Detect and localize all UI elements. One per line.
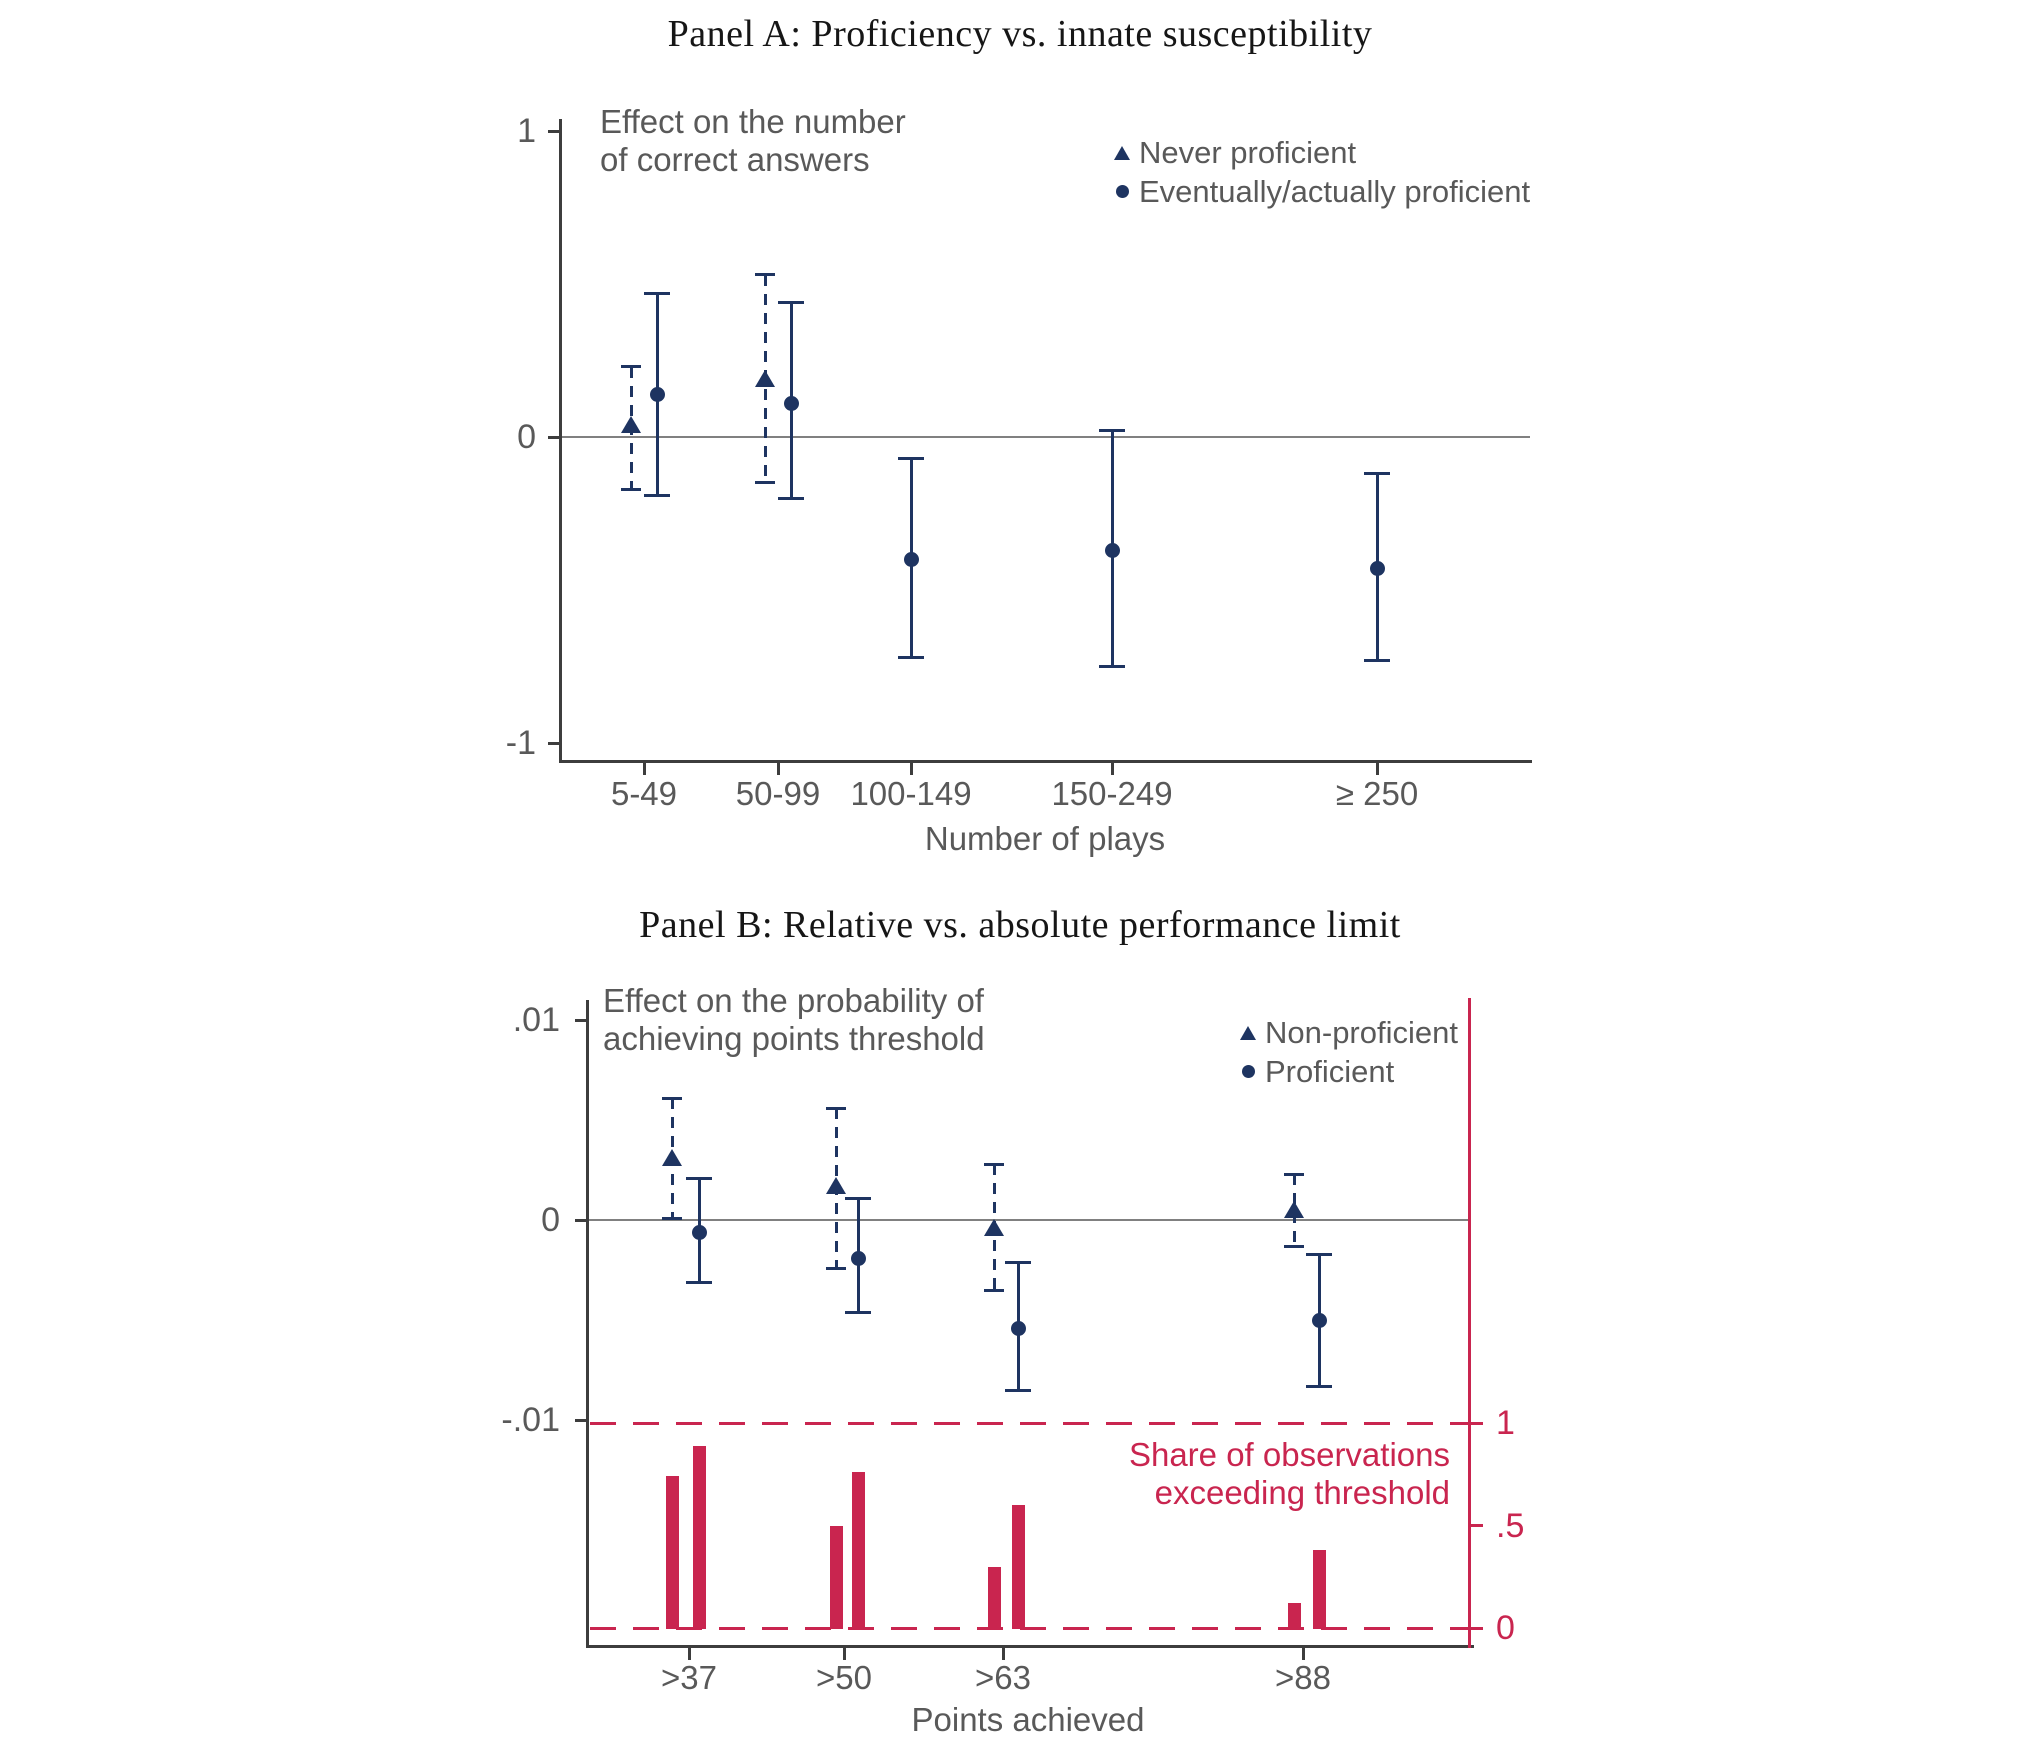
panel-a-x-tick-5-49 — [643, 763, 646, 776]
panel-a-y-axis-annotation — [600, 103, 906, 179]
panel-b-y-tick-01 — [575, 1019, 587, 1022]
panel-a-errorbar-never-proficient-5-49-cap-top — [621, 365, 641, 368]
panel-a-errorbar-never-proficient-5-49-marker-triangle — [621, 416, 641, 433]
panel-b-y-tick-01 — [575, 1419, 587, 1422]
share-axis-tick-5 — [1469, 1524, 1483, 1527]
panel-a-errorbar-eventually-actually-proficient-100-149-cap-top — [898, 457, 924, 460]
share-bar-proficient-37 — [693, 1446, 706, 1629]
legend-item-eventually-proficient — [1105, 172, 1530, 211]
share-annotation-line1: Share of observations — [1128, 1436, 1450, 1473]
panel-b-errorbar-non-proficient-63-cap-bottom — [984, 1289, 1004, 1292]
panel-b-errorbar-proficient-88-cap-top — [1306, 1253, 1332, 1256]
panel-b-category-label-88: >88 — [1275, 1659, 1331, 1696]
panel-b-errorbar-non-proficient-37-cap-top — [662, 1097, 682, 1100]
panel-a-errorbar-eventually-actually-proficient-250-marker-circle — [1370, 561, 1385, 576]
panel-a-y-tick-label-0: 0 — [517, 418, 536, 456]
share-bar-non-proficient-88 — [1288, 1603, 1301, 1629]
panel-a-y-tick-0 — [548, 436, 560, 439]
panel-a-errorbar-never-proficient-50-99-cap-bottom — [755, 481, 775, 484]
share-axis-line — [1468, 998, 1471, 1648]
panel-a-errorbar-eventually-actually-proficient-250-cap-top — [1364, 472, 1390, 475]
legend-label: Never proficient — [1139, 134, 1357, 170]
legend-item-never-proficient — [1105, 133, 1530, 172]
panel-a-y-tick-label-1: 1 — [517, 112, 536, 150]
panel-b-errorbar-proficient-88-cap-bottom — [1306, 1385, 1332, 1388]
share-bar-non-proficient-50 — [830, 1526, 843, 1630]
panel-a-errorbar-eventually-actually-proficient-5-49-cap-bottom — [644, 494, 670, 497]
panel-b-errorbar-proficient-37-cap-bottom — [686, 1281, 712, 1284]
panel-a-x-tick-100-149 — [910, 763, 913, 776]
panel-a-y-tick-1 — [548, 130, 560, 133]
share-bar-proficient-88 — [1313, 1550, 1326, 1629]
share-bar-proficient-50 — [852, 1472, 865, 1629]
share-axis-tick-label-5: .5 — [1496, 1506, 1525, 1545]
panel-b-zero-line — [589, 1219, 1470, 1221]
panel-a-category-label-5-49: 5-49 — [610, 775, 678, 812]
panel-a-category-label-100-149: 100-149 — [850, 775, 972, 812]
legend-item-non-proficient — [1231, 1013, 1458, 1052]
panel-b-errorbar-non-proficient-50-marker-triangle — [826, 1177, 846, 1194]
panel-a-x-tick-150-249 — [1111, 763, 1114, 776]
panel-b-errorbar-non-proficient-50-cap-top — [826, 1107, 846, 1110]
panel-b-errorbar-non-proficient-63-marker-triangle — [984, 1219, 1004, 1236]
share-axis-tick-0 — [1469, 1627, 1483, 1630]
share-bar-proficient-63 — [1012, 1505, 1025, 1629]
panel-a-errorbar-eventually-actually-proficient-5-49-cap-top — [644, 292, 670, 295]
panel-b-y-tick-0 — [575, 1219, 587, 1222]
panel-b-title: Panel B: Relative vs. absolute performance limit — [639, 904, 1401, 946]
panel-b-errorbar-proficient-50-cap-bottom — [845, 1311, 871, 1314]
panel-a-errorbar-never-proficient-50-99-marker-triangle — [755, 370, 775, 387]
panel-b-errorbar-proficient-37-cap-top — [686, 1177, 712, 1180]
legend-label: Non-proficient — [1265, 1014, 1458, 1050]
panel-a-y-tick-label-1: -1 — [505, 724, 536, 762]
triangle-marker-icon — [1231, 1026, 1265, 1040]
share-gridline-0 — [590, 1627, 1469, 1630]
panel-b-errorbar-non-proficient-88-cap-bottom — [1284, 1245, 1304, 1248]
panel-b-category-label-50: >50 — [816, 1659, 872, 1696]
share-axis-tick-1 — [1469, 1422, 1483, 1425]
panel-a-errorbar-eventually-actually-proficient-5-49-marker-circle — [650, 387, 665, 402]
panel-a-errorbar-eventually-actually-proficient-50-99-cap-bottom — [778, 497, 804, 500]
panel-a-errorbar-eventually-actually-proficient-150-249-marker-circle — [1105, 543, 1120, 558]
panel-b-category-label-37: >37 — [661, 1659, 717, 1696]
panel-a-errorbar-eventually-actually-proficient-50-99-cap-top — [778, 301, 804, 304]
panel-b-y-annotation-line2: achieving points threshold — [603, 1020, 985, 1057]
panel-a-y-tick-1 — [548, 742, 560, 745]
share-annotation-line2: exceeding threshold — [1154, 1474, 1450, 1511]
panel-b-y-tick-label-01: -.01 — [501, 1401, 560, 1439]
panel-a-x-tick-50-99 — [777, 763, 780, 776]
panel-b-y-annotation-line1: Effect on the probability of — [603, 982, 984, 1019]
panel-a-errorbar-never-proficient-5-49-cap-bottom — [621, 488, 641, 491]
circle-marker-icon — [1105, 185, 1139, 198]
panel-a-y-annotation-line2: of correct answers — [600, 141, 870, 178]
panel-a-errorbar-eventually-actually-proficient-150-249-cap-top — [1099, 429, 1125, 432]
panel-b-y-tick-label-0: 0 — [541, 1201, 560, 1239]
panel-b-x-axis-line — [586, 1645, 1475, 1648]
panel-a-x-axis-line — [559, 760, 1533, 763]
legend-label: Proficient — [1265, 1053, 1395, 1089]
panel-a-y-annotation-line1: Effect on the number — [600, 103, 906, 140]
panel-b-y-axis-line — [586, 1000, 589, 1648]
panel-b-y-axis-annotation — [603, 982, 985, 1058]
panel-a-errorbar-eventually-actually-proficient-250-cap-bottom — [1364, 659, 1390, 662]
panel-b-errorbar-non-proficient-88-cap-top — [1284, 1173, 1304, 1176]
legend-label: Eventually/actually proficient — [1139, 173, 1531, 209]
panel-a-errorbar-eventually-actually-proficient-150-249-cap-bottom — [1099, 665, 1125, 668]
panel-b-errorbar-proficient-88-marker-circle — [1312, 1313, 1327, 1328]
panel-b-errorbar-proficient-50-cap-top — [845, 1197, 871, 1200]
panel-a-x-tick-250 — [1376, 763, 1379, 776]
panel-b-errorbar-proficient-63-cap-bottom — [1005, 1389, 1031, 1392]
panel-b-x-axis-title: Points achieved — [911, 1701, 1145, 1738]
circle-marker-icon — [1231, 1065, 1265, 1078]
panel-b-category-label-63: >63 — [975, 1659, 1031, 1696]
panel-a-zero-line — [562, 436, 1531, 438]
panel-b-errorbar-non-proficient-37-marker-triangle — [662, 1149, 682, 1166]
panel-b-errorbar-proficient-63-marker-circle — [1011, 1321, 1026, 1336]
panel-a-errorbar-eventually-actually-proficient-50-99-marker-circle — [784, 396, 799, 411]
panel-b-errorbar-non-proficient-50-cap-bottom — [826, 1267, 846, 1270]
panel-b-errorbar-non-proficient-63-cap-top — [984, 1163, 1004, 1166]
panel-a-x-axis-title: Number of plays — [924, 820, 1166, 857]
triangle-marker-icon — [1105, 146, 1139, 160]
share-axis-tick-label-0: 0 — [1496, 1609, 1515, 1647]
panel-b-errorbar-proficient-63-cap-top — [1005, 1261, 1031, 1264]
legend-item-proficient — [1231, 1052, 1458, 1091]
share-bar-non-proficient-37 — [666, 1476, 679, 1629]
panel-a-y-axis-line — [559, 119, 562, 763]
panel-a-title: Panel A: Proficiency vs. innate susceptibility — [667, 13, 1373, 55]
panel-b-errorbar-proficient-37-marker-circle — [692, 1225, 707, 1240]
panel-a-category-label-50-99: 50-99 — [735, 775, 821, 812]
panel-a-legend — [1105, 133, 1530, 211]
panel-a-errorbar-eventually-actually-proficient-100-149-cap-bottom — [898, 656, 924, 659]
panel-a-category-label-250: ≥ 250 — [1335, 775, 1419, 812]
panel-a-errorbar-eventually-actually-proficient-100-149-marker-circle — [904, 552, 919, 567]
panel-b-errorbar-proficient-50-marker-circle — [851, 1251, 866, 1266]
share-bar-non-proficient-63 — [988, 1567, 1001, 1630]
panel-a-category-label-150-249: 150-249 — [1051, 775, 1173, 812]
share-axis-tick-label-1: 1 — [1496, 1404, 1515, 1442]
panel-b-errorbar-non-proficient-37-cap-bottom — [662, 1217, 682, 1220]
share-gridline-1 — [590, 1422, 1469, 1425]
panel-b-y-tick-label-01: .01 — [512, 1001, 560, 1039]
panel-b-legend — [1231, 1013, 1458, 1091]
panel-b-errorbar-non-proficient-88-marker-triangle — [1284, 1201, 1304, 1218]
panel-a-errorbar-never-proficient-50-99-cap-top — [755, 273, 775, 276]
share-of-observations-annotation — [1129, 1436, 1450, 1512]
